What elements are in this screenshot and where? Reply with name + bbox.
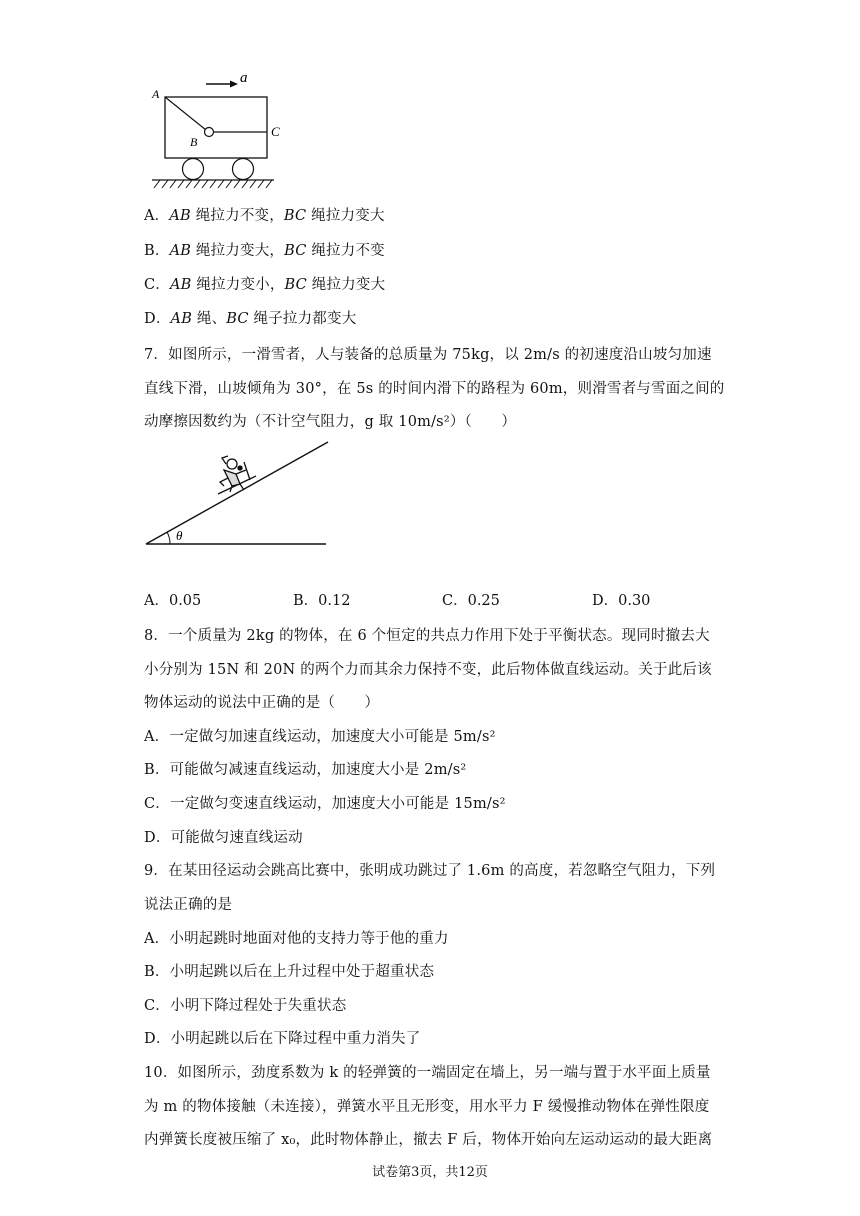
q6-option-a: A．AB 绳拉力不变，BC 绳拉力变大 [144, 208, 385, 224]
q8-line-1: 8．一个质量为 2kg 的物体，在 6 个恒定的共点力作用下处于平衡状态。现同时撤去大 [144, 628, 710, 644]
q8-option-a: A．一定做匀加速直线运动，加速度大小可能是 5m/s² [144, 729, 496, 745]
cart-diagram [148, 70, 288, 192]
q8-option-d: D．可能做匀速直线运动 [144, 830, 303, 846]
page-footer: 试卷第3页，共12页 [372, 1165, 488, 1180]
q6-option-b: B．AB 绳拉力变大，BC 绳拉力不变 [144, 243, 385, 259]
q9-line-2: 说法正确的是 [144, 897, 233, 913]
slope-diagram [140, 440, 340, 552]
wheel-right [233, 159, 254, 180]
q7-line-2: 直线下滑，山坡倾角为 30°，在 5s 的时间内滑下的路程为 60m，则滑雪者与雪面之间的 [144, 381, 725, 397]
label-A: A [152, 87, 160, 101]
q7-options [144, 590, 744, 612]
q8-line-3: 物体运动的说法中正确的是（ ） [144, 695, 380, 711]
q9-option-b: B．小明起跳以后在上升过程中处于超重状态 [144, 964, 435, 980]
cart-body [165, 97, 267, 158]
q7-option-d: D．0.30 [592, 593, 651, 609]
arrow-head-icon [230, 81, 238, 88]
ball-B [205, 128, 214, 137]
q8-line-2: 小分别为 15N 和 20N 的两个力而其余力保持不变，此后物体做直线运动。关于此后该 [144, 662, 712, 678]
slope-line [146, 442, 328, 544]
label-B: B [190, 135, 198, 149]
q8-option-b: B．可能做匀减速直线运动，加速度大小是 2m/s² [144, 762, 467, 778]
q7-option-a: A．0.05 [144, 593, 202, 609]
q9-option-c: C．小明下降过程处于失重状态 [144, 998, 347, 1014]
q8-option-c: C．一定做匀变速直线运动，加速度大小可能是 15m/s² [144, 796, 506, 812]
q7-line-3: 动摩擦因数约为（不计空气阻力，g 取 10m/s²）（ ） [144, 414, 517, 430]
wheel-left [183, 159, 204, 180]
q7-option-c: C．0.25 [442, 593, 500, 609]
q7-option-b: B．0.12 [293, 593, 351, 609]
q9-line-1: 9．在某田径运动会跳高比赛中，张明成功跳过了 1.6m 的高度，若忽略空气阻力，下列 [144, 863, 716, 879]
q7-line-1: 7．如图所示，一滑雪者，人与装备的总质量为 75kg，以 2m/s 的初速度沿山坡匀加速 [144, 347, 712, 363]
rope-AB [165, 97, 206, 130]
q9-option-a: A．小明起跳时地面对他的支持力等于他的重力 [144, 931, 449, 947]
q6-option-c: C．AB 绳拉力变小，BC 绳拉力变大 [144, 277, 386, 293]
q10-line-2: 为 m 的物体接触（未连接），弹簧水平且无形变，用水平力 F 缓慢推动物体在弹性限度 [144, 1099, 710, 1115]
q6-option-d: D．AB 绳、BC 绳子拉力都变大 [144, 311, 357, 327]
label-C: C [271, 124, 280, 139]
q10-line-3: 内弹簧长度被压缩了 x₀，此时物体静止，撤去 F 后，物体开始向左运动运动的最大距离 [144, 1132, 713, 1148]
ground-hatch [154, 180, 272, 188]
q9-option-d: D．小明起跳以后在下降过程中重力消失了 [144, 1031, 421, 1047]
angle-label: θ [176, 528, 183, 543]
label-a: a [240, 70, 248, 86]
angle-arc [167, 532, 170, 544]
q10-line-1: 10．如图所示，劲度系数为 k 的轻弹簧的一端固定在墙上，另一端与置于水平面上质量 [144, 1065, 711, 1081]
skier-icon [218, 456, 256, 494]
